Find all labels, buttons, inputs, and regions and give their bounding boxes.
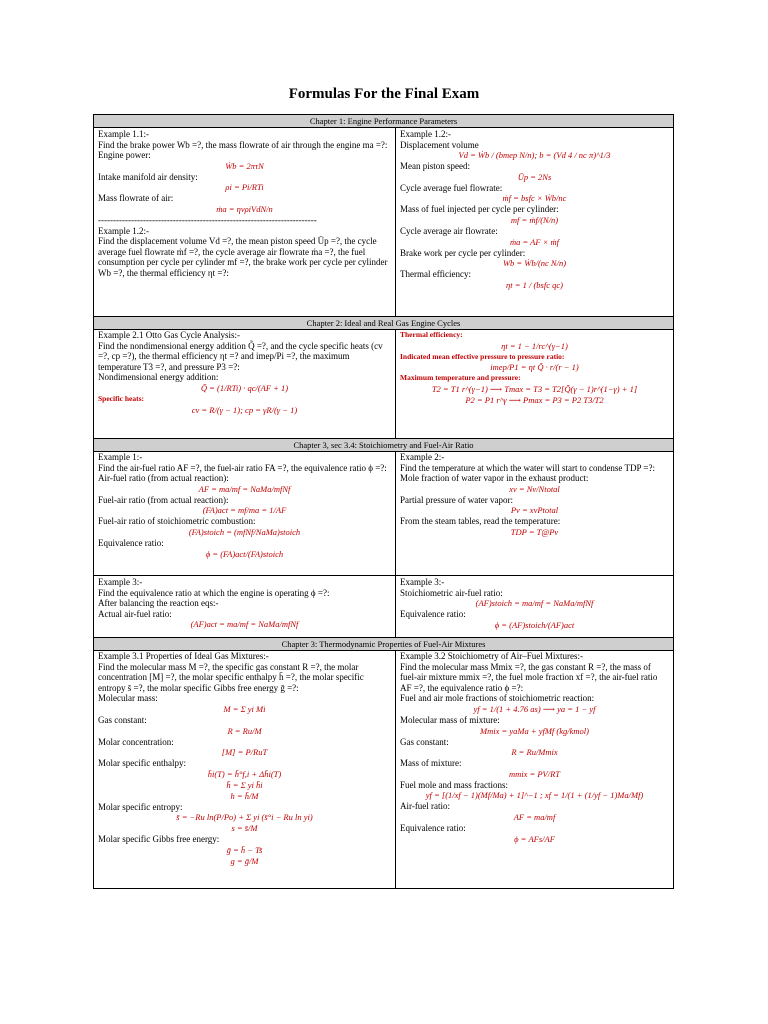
ch2-left-cell <box>94 329 395 438</box>
formula: ḡ = h̄ − Ts̄ <box>226 844 263 855</box>
formula: P2 = P1 r^γ ⟶ Pmax = P3 = P2 T3/T2 <box>465 394 604 405</box>
label-text: Specific heats: <box>98 393 145 403</box>
ch3a-right2-cell <box>396 576 673 637</box>
formula: TDP = T@Pv <box>510 526 559 537</box>
label-text: Example 1.1:- <box>98 129 149 139</box>
ch1-right-cell <box>396 128 673 316</box>
label-text: Stoichiometric air-fuel ratio: <box>400 587 503 598</box>
label-text: Find the temperature at which the water will start to condense TDP =?: <box>400 462 656 473</box>
label-text: Molecular mass: <box>98 693 158 704</box>
label-text: Example 2.1 Otto Gas Cycle Analysis:- <box>98 330 240 340</box>
label-text: ------------------------------------------------------------------------- <box>98 214 317 225</box>
label-text: Gas constant: <box>98 714 147 725</box>
label-text: After balancing the reaction eqs:- <box>98 598 219 609</box>
label-text: Intake manifold air density: <box>98 171 198 182</box>
label-text: Molar specific entropy: <box>98 801 183 812</box>
label-text: Example 1.2:- <box>400 129 451 139</box>
label-text: Fuel-air ratio of stoichiometric combustion: <box>98 516 256 527</box>
label-text: Example 3.2 Stoichiometry of Air–Fuel Mixtures:- <box>400 651 583 661</box>
formula: yf = 1/(1 + 4.76 as) ⟶ ya = 1 − yf <box>473 703 596 714</box>
ch1-left-cell <box>94 128 395 316</box>
label-text: Air-fuel ratio (from actual reaction): <box>98 473 229 484</box>
formula: g = ḡ/M <box>230 855 259 866</box>
formula: ṁa = ηvρiVdN/n <box>216 203 273 214</box>
formula: ϕ = (AF)stoich/(AF)act <box>494 619 575 630</box>
label-text: Indicated mean effective pressure to pressure ratio: <box>400 351 565 361</box>
label-text: Thermal efficiency: <box>400 269 472 280</box>
label-text: Example 3:- <box>98 577 143 587</box>
ch2-right-cell <box>396 329 673 438</box>
label-text: Example 2:- <box>400 452 445 462</box>
formula: T2 = T1 r^(γ−1) ⟶ Tmax = T3 = T2[Q̃(γ − 1)r^(1−γ) + 1] <box>431 383 638 394</box>
label-text: Displacement volume <box>400 139 479 150</box>
label-text: Actual air-fuel ratio: <box>98 608 172 619</box>
chapter-2-header: Chapter 2: Ideal and Real Gas Engine Cycles <box>94 316 673 330</box>
label-text: Fuel-air ratio (from actual reaction): <box>98 494 229 505</box>
ch3a-right-cell <box>396 451 673 575</box>
formula: (AF)act = ma/mf = NaMa/mfNf <box>190 619 299 630</box>
formula: [M] = P/RuT <box>221 747 268 758</box>
formula: mf = ṁf/(N/n) <box>510 214 559 225</box>
chapter-3b-header: Chapter 3: Thermodynamic Properties of Fuel-Air Mixtures <box>94 637 673 651</box>
label-text: Molar concentration: <box>98 736 174 747</box>
formula: R = Ru/Mmix <box>511 747 558 758</box>
formula: xv = Nv/Ntotal <box>509 483 560 494</box>
label-text: Molecular mass of mixture: <box>400 714 500 725</box>
formula: Mmix = yaMa + yfMf (kg/kmol) <box>480 725 589 736</box>
label-text: Thermal efficiency: <box>400 330 463 339</box>
label-text: Engine power: <box>98 150 151 161</box>
label-text: From the steam tables, read the temperature: <box>400 516 561 527</box>
label-text: Equivalence ratio: <box>98 537 164 548</box>
ch3a-left2-cell <box>94 576 395 637</box>
label-text: Equivalence ratio: <box>400 609 466 620</box>
label-text: Example 3.1 Properties of Ideal Gas Mixtures:- <box>98 651 269 661</box>
label-text: Find the nondimensional energy addition Q̃ =?, and the cycle specific heats (cv =?, cp =?), the thermal efficiency ηt =? and imep/Pi =?, the maximum temperature T3 =?, and pressure P3 =?: <box>98 340 383 372</box>
label-text: Molar specific enthalpy: <box>98 758 186 769</box>
label-text: Find the molecular mass Mmix =?, the gas constant R =?, the mass of fuel-air mixture mmix =?, the fuel mole fraction xf =?, the air-fuel ratio AF =?, the equivalence ratio ϕ =?: <box>400 661 658 693</box>
label-text: Brake work per cycle per cylinder: <box>400 247 526 258</box>
label-text: Find the displacement volume Vd =?, the mean piston speed Ūp =?, the cycle average fuel flowrate ṁf =?, the cycle average air flowrate ṁa =?, the fuel consumption per cycle per cylinder mf =?, the brake work per cycle per cylinder Wb =?, the thermal efficiency ηt =?: <box>98 236 388 278</box>
formula: (FA)stoich = (mfNf/NaMa)stoich <box>188 526 301 537</box>
formula: h̄ = Σ yi h̄i <box>226 779 263 790</box>
formula: ηt = 1 / (bsfc qc) <box>506 279 563 290</box>
formula: R = Ru/M <box>227 725 262 736</box>
label-text: Mass of mixture: <box>400 758 462 769</box>
label-text: Find the air-fuel ratio AF =?, the fuel-air ratio FA =?, the equivalence ratio ϕ =?: <box>98 462 387 473</box>
label-text: Example 3:- <box>400 577 445 587</box>
label-text: Find the molecular mass M =?, the specific gas constant R =?, the molar concentration [M] =?, the molar specific enthalpy h̄ =?, the molar specific entropy s̄ =?, the molar specific Gibbs free energy ḡ =?: <box>98 661 364 693</box>
formula: ṁf = bsfc × Ẇb/nc <box>502 193 567 204</box>
formula: (AF)stoich = ma/mf = NaMa/mfNf <box>475 598 594 609</box>
formula: ρi = Pi/RTi <box>225 182 264 193</box>
label-text: Fuel mole and mass fractions: <box>400 779 508 790</box>
formula: cv = R/(γ − 1); cp = γR/(γ − 1) <box>191 404 298 415</box>
label-text: Partial pressure of water vapor: <box>400 494 513 505</box>
formula-sheet <box>93 114 674 889</box>
formula: s̄ = −Ru ln(P/Po) + Σ yi (s̄°i − Ru ln yi) <box>176 812 313 823</box>
formula: (FA)act = mf/ma = 1/AF <box>202 505 287 516</box>
label-text: Cycle average air flowrate: <box>400 225 498 236</box>
label-text: Gas constant: <box>400 736 449 747</box>
formula: h = h̄/M <box>230 790 259 801</box>
formula: Pv = xvPtotal <box>510 505 559 516</box>
label-text: Molar specific Gibbs free energy: <box>98 834 220 845</box>
label-text: Nondimensional energy addition: <box>98 372 219 383</box>
label-text: Mass of fuel injected per cycle per cylinder: <box>400 204 559 215</box>
label-text: Find the brake power Wb =?, the mass flowrate of air through the engine ma =?: <box>98 139 388 150</box>
ch3a-left-cell <box>94 451 395 575</box>
formula: s = s̄/M <box>231 823 258 834</box>
page-title: Formulas For the Final Exam <box>288 86 480 102</box>
formula: ϕ = AFs/AF <box>514 833 555 844</box>
formula: ϕ = (FA)act/(FA)stoich <box>205 548 284 559</box>
chapter-1-header: Chapter 1: Engine Performance Parameters <box>94 115 673 128</box>
label-text: Equivalence ratio: <box>400 822 466 833</box>
label-text: Example 1.2:- <box>98 225 149 236</box>
formula: ηt = 1 − 1/rc^(γ−1) <box>501 340 568 351</box>
label-text: Air-fuel ratio: <box>400 801 451 812</box>
formula: imep/P1 = ηt Q̃ · r/(r − 1) <box>490 362 579 373</box>
formula: yf = [(1/xf − 1)(Mf/Ma) + 1]^−1 ; xf = 1/(1 + (1/yf − 1)Ma/Mf) <box>425 790 644 801</box>
formula: Ūp = 2Ns <box>517 171 552 182</box>
formula: AF = ma/mf <box>513 811 556 822</box>
formula: M = Σ yi Mi <box>223 703 266 714</box>
formula: AF = ma/mf = NaMa/mfNf <box>198 483 291 494</box>
label-text: Find the equivalence ratio at which the engine is operating ϕ =?: <box>98 587 330 598</box>
formula: Ẇb = 2πτN <box>225 160 264 171</box>
label-text: Mass flowrate of air: <box>98 193 174 204</box>
ch3b-right-cell <box>396 650 673 888</box>
formula: Wb = Ẇb/(nc N/n) <box>502 258 567 269</box>
label-text: Mean piston speed: <box>400 161 470 172</box>
label-text: Example 1:- <box>98 452 143 462</box>
formula: Q̃ = (1/RTi) · qc/(AF + 1) <box>200 382 289 393</box>
label-text: Maximum temperature and pressure: <box>400 373 521 383</box>
label-text: Fuel and air mole fractions of stoichiometric reaction: <box>400 693 595 704</box>
formula: h̄i(T) = h̄°f,i + Δh̄i(T) <box>207 768 282 779</box>
formula: Vd = Ẇb / (bmep N/n); b = (Vd 4 / nc π)^1/3 <box>458 150 611 161</box>
ch3b-left-cell <box>94 650 395 888</box>
chapter-3a-header: Chapter 3, sec 3.4: Stoichiometry and Fuel-Air Ratio <box>94 438 673 452</box>
formula: mmix = PV/RT <box>508 768 561 779</box>
label-text: Mole fraction of water vapor in the exhaust product: <box>400 473 589 484</box>
formula: ṁa = AF × ṁf <box>509 236 560 247</box>
label-text: Cycle average fuel flowrate: <box>400 182 503 193</box>
